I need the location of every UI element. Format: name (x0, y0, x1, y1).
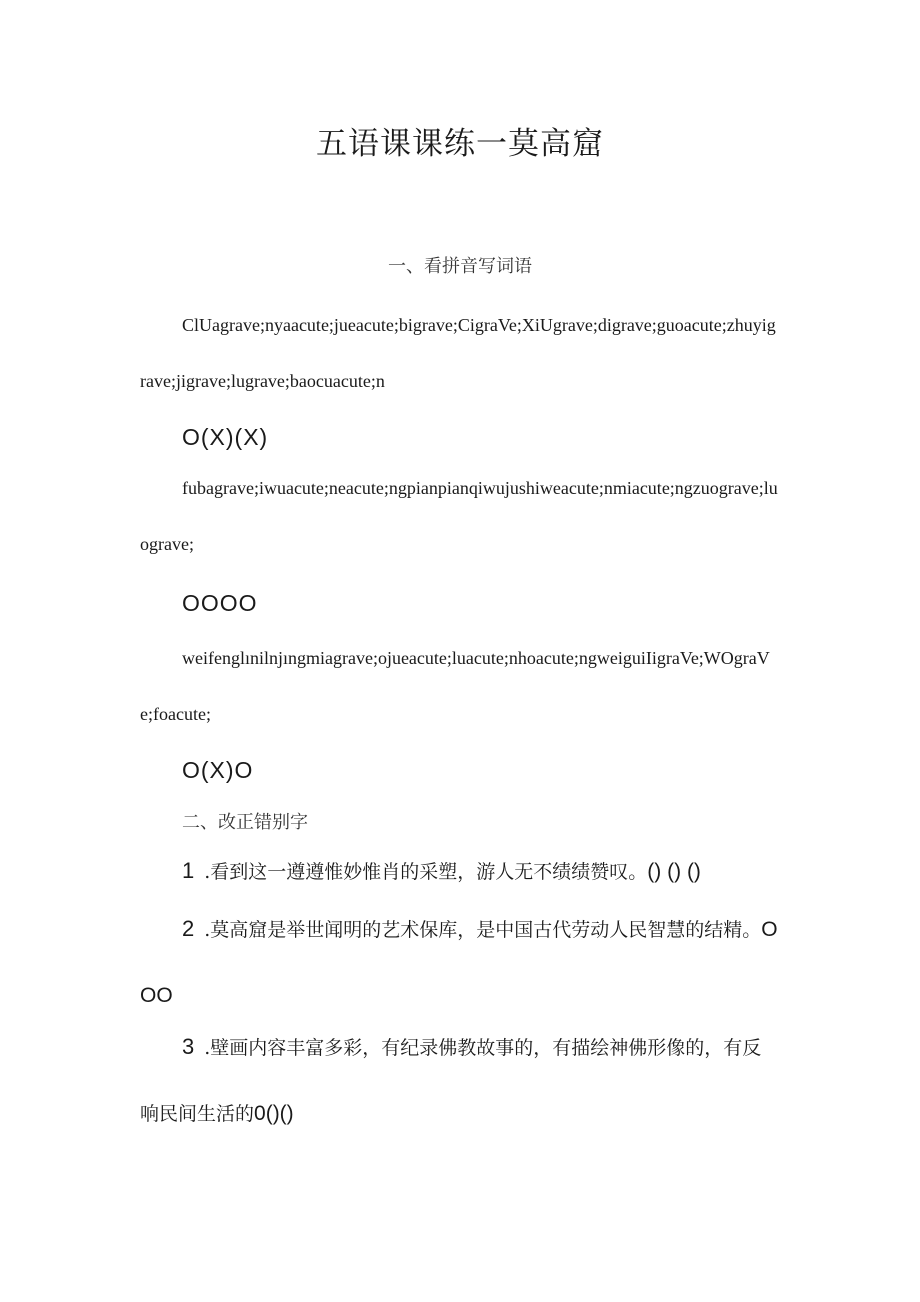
section-heading-typos: 二、改正错别字 (182, 812, 308, 833)
answer-brackets: () () () (647, 860, 701, 883)
question-number: 2 (182, 916, 195, 941)
question-number: 3 (182, 1034, 195, 1059)
section-heading-pinyin: 一、看拼音写词语 (388, 256, 532, 277)
pinyin-paragraph-2: fubagrave;iwuacute;neacute;ngpianpianqiwujushiweacute;nmiacute;ngzuograve;luograve; (140, 478, 778, 554)
answer-brackets-3: O(X)O (182, 757, 254, 783)
answer-brackets: 0()() (254, 1102, 294, 1125)
question-3 (140, 1014, 780, 1147)
question-2 (140, 896, 780, 1029)
pinyin-paragraph-3: weifenglınilnjıngmiagrave;ojueacute;luacute;nhoacute;ngweiguiIigraVe;WOgraVe;foacute; (140, 648, 770, 724)
document-title: 五语课课练一莫高窟 (316, 126, 604, 162)
answer-brackets-1: O(X)(X) (182, 424, 269, 450)
question-text: .看到这一遵遵惟妙惟肖的采塑，游人无不绩绩赞叹。 (204, 861, 648, 883)
question-text: .壁画内容丰富多彩，有纪录佛教故事的，有描绘神佛形像的，有反响民间生活的 (140, 1037, 762, 1125)
answer-brackets-2: OOOO (182, 590, 258, 616)
pinyin-paragraph-1: ClUagrave;nyaacute;jueacute;bigrave;CigraVe;XiUgrave;digrave;guoacute;zhuyigrave;jigrave;lugrave;baocuacute;n (140, 315, 776, 391)
question-1 (140, 838, 780, 905)
question-number: 1 (182, 858, 195, 883)
answer-brackets: OOO (140, 918, 778, 1007)
question-text: .莫高窟是举世闻明的艺术保库，是中国古代劳动人民智慧的结精。 (204, 919, 762, 941)
